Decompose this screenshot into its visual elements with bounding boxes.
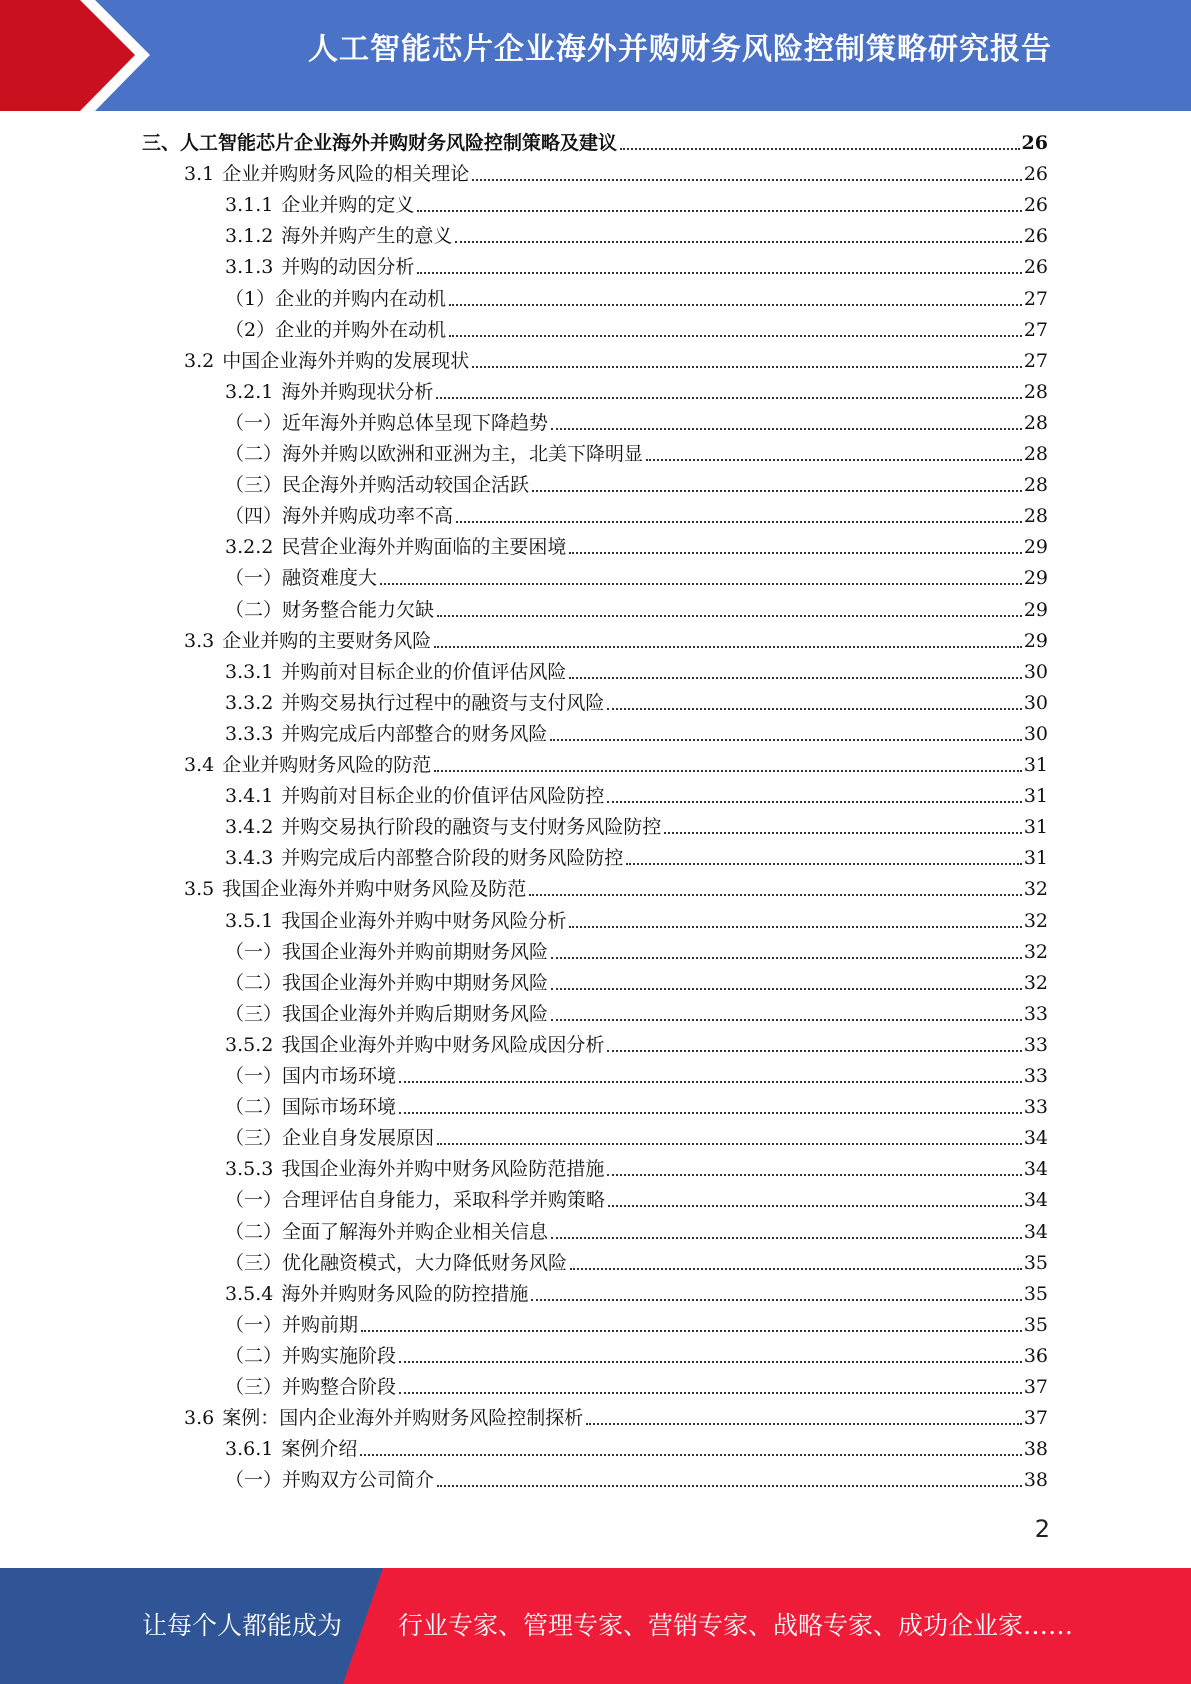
toc-dot-leader: [399, 1392, 1022, 1394]
toc-entry[interactable]: [184, 346, 1048, 377]
toc-entry[interactable]: [225, 563, 1048, 594]
toc-entry[interactable]: [225, 501, 1048, 532]
toc-entry[interactable]: [225, 812, 1048, 843]
toc-entry-label: （一）我国企业海外并购前期财务风险: [225, 941, 549, 963]
toc-entry-page: 26: [1023, 163, 1048, 185]
toc-entry-label: 我国企业海外并购中财务风险及防范: [222, 878, 527, 900]
toc-entry[interactable]: [225, 657, 1048, 688]
toc-entry-label: 并购交易执行阶段的融资与支付财务风险防控: [281, 816, 662, 838]
toc-entry[interactable]: [225, 1248, 1048, 1279]
toc-dot-leader: [472, 366, 1022, 368]
toc-dot-leader: [529, 894, 1022, 896]
toc-entry[interactable]: [225, 688, 1048, 719]
toc-entry-label: （三）并购整合阶段: [225, 1376, 397, 1398]
toc-dot-leader: [569, 926, 1021, 928]
toc-entry-label: 海外并购现状分析: [281, 381, 434, 403]
page-number: 2: [1034, 1515, 1050, 1543]
toc-dot-leader: [417, 210, 1021, 212]
toc-entry-page: 37: [1023, 1407, 1048, 1429]
toc-entry-label: 企业并购财务风险的防范: [222, 754, 432, 776]
toc-dot-leader: [550, 739, 1021, 741]
toc-entry[interactable]: [225, 190, 1048, 221]
toc-entry-label: （二）国际市场环境: [225, 1096, 397, 1118]
toc-entry-number: 3.1.3: [225, 256, 274, 278]
toc-entry-page: 37: [1023, 1376, 1048, 1398]
toc-dot-leader: [626, 863, 1021, 865]
toc-entry-page: 28: [1023, 505, 1048, 527]
toc-dot-leader: [455, 241, 1021, 243]
toc-entry-page: 26: [1023, 225, 1048, 247]
toc-entry-page: 35: [1023, 1283, 1048, 1305]
toc-dot-leader: [608, 1205, 1022, 1207]
toc-entry-number: 3.5.3: [225, 1158, 274, 1180]
toc-dot-leader: [360, 1454, 1021, 1456]
footer-slogan-right: 行业专家、管理专家、营销专家、战略专家、成功企业家……: [398, 1611, 1074, 1640]
toc-entry-label: （二）并购实施阶段: [225, 1345, 397, 1367]
toc-entry[interactable]: [225, 595, 1048, 626]
toc-entry[interactable]: [225, 999, 1048, 1030]
toc-entry-page: 31: [1023, 785, 1048, 807]
toc-entry-page: 34: [1023, 1221, 1048, 1243]
toc-entry-label: 中国企业海外并购的发展现状: [222, 350, 470, 372]
toc-entry[interactable]: [225, 1123, 1048, 1154]
toc-entry[interactable]: [225, 1465, 1048, 1496]
toc-entry-page: 35: [1023, 1314, 1048, 1336]
toc-entry-number: 3.4.3: [225, 847, 274, 869]
toc-entry[interactable]: [184, 159, 1048, 190]
toc-dot-leader: [449, 304, 1022, 306]
toc-entry[interactable]: [225, 1434, 1048, 1465]
toc-entry-number: 3.3.3: [225, 723, 274, 745]
toc-entry-page: 32: [1023, 972, 1048, 994]
toc-entry[interactable]: [225, 1341, 1048, 1372]
toc-dot-leader: [399, 1361, 1022, 1363]
footer-banner: [0, 1568, 1191, 1684]
toc-dot-leader: [551, 1019, 1022, 1021]
toc-dot-leader: [417, 272, 1021, 274]
toc-entry-page: 29: [1023, 567, 1048, 589]
toc-dot-leader: [646, 459, 1022, 461]
toc-entry-number: 3.5.4: [225, 1283, 274, 1305]
toc-dot-leader: [607, 1174, 1021, 1176]
toc-entry-label: 三、人工智能芯片企业海外并购财务风险控制策略及建议: [142, 132, 618, 154]
toc-entry-label: （一）融资难度大: [225, 567, 378, 589]
toc-entry[interactable]: [142, 128, 1048, 159]
toc-entry-number: 3.1: [184, 163, 215, 185]
toc-entry-label: （一）近年海外并购总体呈现下降趋势: [225, 412, 549, 434]
toc-dot-leader: [664, 832, 1021, 834]
toc-dot-leader: [436, 397, 1021, 399]
toc-entry-label: （一）并购前期: [225, 1314, 359, 1336]
toc-entry-number: 3.6: [184, 1407, 215, 1429]
toc-entry[interactable]: [225, 221, 1048, 252]
toc-entry-page: 29: [1023, 536, 1048, 558]
toc-entry[interactable]: [225, 284, 1048, 315]
toc-entry-label: 并购前对目标企业的价值评估风险防控: [281, 785, 605, 807]
toc-entry-label: （二）我国企业海外并购中期财务风险: [225, 972, 549, 994]
toc-dot-leader: [434, 646, 1022, 648]
toc-entry[interactable]: [225, 1092, 1048, 1123]
toc-entry-number: 3.3: [184, 630, 215, 652]
toc-entry-page: 29: [1023, 630, 1048, 652]
toc-entry-page: 36: [1023, 1345, 1048, 1367]
toc-entry-page: 32: [1023, 941, 1048, 963]
toc-entry-number: 3.2.2: [225, 536, 274, 558]
toc-dot-leader: [361, 1330, 1022, 1332]
toc-entry-label: （三）我国企业海外并购后期财务风险: [225, 1003, 549, 1025]
toc-entry-label: 并购的动因分析: [281, 256, 415, 278]
toc-entry-label: 海外并购财务风险的防控措施: [281, 1283, 529, 1305]
toc-entry-label: 案例：国内企业海外并购财务风险控制探析: [222, 1407, 584, 1429]
toc-entry-label: （三）企业自身发展原因: [225, 1127, 435, 1149]
toc-entry-number: 3.1.1: [225, 194, 274, 216]
toc-dot-leader: [551, 1237, 1022, 1239]
toc-entry-page: 26: [1023, 256, 1048, 278]
toc-entry-page: 35: [1023, 1252, 1048, 1274]
toc-entry-label: （四）海外并购成功率不高: [225, 505, 454, 527]
toc-entry-label: 并购完成后内部整合的财务风险: [281, 723, 548, 745]
toc-entry-label: （三）优化融资模式，大力降低财务风险: [225, 1252, 568, 1274]
toc-entry-label: （二）全面了解海外并购企业相关信息: [225, 1221, 549, 1243]
toc-entry[interactable]: [225, 1030, 1048, 1061]
toc-entry-page: 26: [1023, 194, 1048, 216]
toc-entry-page: 33: [1023, 1065, 1048, 1087]
toc-entry-page: 31: [1023, 847, 1048, 869]
toc-entry[interactable]: [225, 1185, 1048, 1216]
toc-entry-page: 27: [1023, 319, 1048, 341]
toc-entry-label: 企业并购的定义: [281, 194, 415, 216]
toc-entry-label: （二）海外并购以欧洲和亚洲为主，北美下降明显: [225, 443, 644, 465]
toc-entry[interactable]: [184, 626, 1048, 657]
toc-entry-label: （一）并购双方公司简介: [225, 1469, 435, 1491]
toc-entry-page: 34: [1023, 1127, 1048, 1149]
toc-entry-page: 31: [1023, 816, 1048, 838]
toc-entry[interactable]: [225, 315, 1048, 346]
report-title: 人工智能芯片企业海外并购财务风险控制策略研究报告: [308, 32, 1052, 67]
toc-entry-page: 28: [1023, 381, 1048, 403]
toc-entry-label: 并购完成后内部整合阶段的财务风险防控: [281, 847, 624, 869]
toc-dot-leader: [437, 615, 1022, 617]
toc-entry-page: 27: [1023, 350, 1048, 372]
toc-entry[interactable]: [225, 408, 1048, 439]
toc-entry-page: 33: [1023, 1096, 1048, 1118]
toc-entry-page: 26: [1021, 132, 1048, 154]
toc-dot-leader: [620, 148, 1020, 150]
toc-entry[interactable]: [225, 1217, 1048, 1248]
toc-dot-leader: [456, 521, 1022, 523]
toc-dot-leader: [551, 428, 1022, 430]
toc-dot-leader: [531, 1299, 1021, 1301]
toc-entry-label: 并购前对目标企业的价值评估风险: [281, 661, 567, 683]
toc-entry-label: （二）财务整合能力欠缺: [225, 599, 435, 621]
toc-entry[interactable]: [225, 377, 1048, 408]
toc-dot-leader: [437, 1143, 1022, 1145]
toc-entry[interactable]: [225, 719, 1048, 750]
toc-entry-page: 31: [1023, 754, 1048, 776]
toc-dot-leader: [472, 179, 1022, 181]
toc-entry-page: 27: [1023, 288, 1048, 310]
toc-entry-number: 3.5.1: [225, 910, 274, 932]
toc-entry-page: 30: [1023, 661, 1048, 683]
toc-entry-label: 我国企业海外并购中财务风险成因分析: [281, 1034, 605, 1056]
toc-entry-number: 3.2: [184, 350, 215, 372]
toc-entry-page: 30: [1023, 692, 1048, 714]
footer-slogan-left: 让每个人都能成为: [142, 1611, 343, 1640]
toc-entry[interactable]: [225, 968, 1048, 999]
toc-entry-page: 32: [1023, 910, 1048, 932]
toc-entry-number: 3.2.1: [225, 381, 274, 403]
toc-entry-label: 企业并购的主要财务风险: [222, 630, 432, 652]
toc-entry-page: 28: [1023, 474, 1048, 496]
toc-entry[interactable]: [184, 1403, 1048, 1434]
toc-entry-page: 28: [1023, 412, 1048, 434]
toc-entry-number: 3.4.1: [225, 785, 274, 807]
toc-entry[interactable]: [225, 252, 1048, 283]
toc-dot-leader: [399, 1112, 1022, 1114]
toc-dot-leader: [551, 988, 1022, 990]
toc-entry[interactable]: [225, 937, 1048, 968]
toc-entry-page: 28: [1023, 443, 1048, 465]
toc-entry-page: 38: [1023, 1469, 1048, 1491]
toc-entry[interactable]: [225, 906, 1048, 937]
toc-entry-page: 33: [1023, 1034, 1048, 1056]
toc-entry-number: 3.6.1: [225, 1438, 274, 1460]
toc-entry-label: （三）民企海外并购活动较国企活跃: [225, 474, 530, 496]
toc-entry-label: 案例介绍: [281, 1438, 358, 1460]
toc-dot-leader: [399, 1081, 1022, 1083]
toc-entry-number: 3.3.2: [225, 692, 274, 714]
toc-entry-number: 3.4.2: [225, 816, 274, 838]
toc-dot-leader: [569, 552, 1021, 554]
header-banner: [0, 0, 1191, 111]
toc-dot-leader: [437, 1485, 1022, 1487]
toc-dot-leader: [607, 1050, 1021, 1052]
toc-entry-label: 海外并购产生的意义: [281, 225, 453, 247]
toc-entry-label: （一）国内市场环境: [225, 1065, 397, 1087]
toc-entry[interactable]: [184, 750, 1048, 781]
toc-entry-page: 29: [1023, 599, 1048, 621]
toc-entry[interactable]: [225, 1154, 1048, 1185]
toc-entry-page: 34: [1023, 1189, 1048, 1211]
toc-entry-label: 我国企业海外并购中财务风险分析: [281, 910, 567, 932]
toc-entry-label: （2）企业的并购外在动机: [225, 319, 447, 341]
toc-entry-label: 我国企业海外并购中财务风险防范措施: [281, 1158, 605, 1180]
toc-entry-number: 3.1.2: [225, 225, 274, 247]
toc-dot-leader: [569, 677, 1021, 679]
toc-entry-label: （1）企业的并购内在动机: [225, 288, 447, 310]
toc-dot-leader: [532, 490, 1022, 492]
toc-entry-label: 并购交易执行过程中的融资与支付风险: [281, 692, 605, 714]
toc-entry-page: 34: [1023, 1158, 1048, 1180]
toc-dot-leader: [551, 957, 1022, 959]
toc-entry-page: 33: [1023, 1003, 1048, 1025]
toc-dot-leader: [570, 1268, 1022, 1270]
toc-dot-leader: [586, 1423, 1022, 1425]
toc-entry[interactable]: [225, 1279, 1048, 1310]
toc-entry-label: 民营企业海外并购面临的主要困境: [281, 536, 567, 558]
toc-entry[interactable]: [184, 874, 1048, 905]
toc-entry[interactable]: [225, 1061, 1048, 1092]
toc-entry-number: 3.3.1: [225, 661, 274, 683]
toc-entry-label: （一）合理评估自身能力，采取科学并购策略: [225, 1189, 606, 1211]
toc-dot-leader: [434, 770, 1022, 772]
toc-entry-number: 3.5: [184, 878, 215, 900]
toc-dot-leader: [380, 583, 1022, 585]
toc-entry-page: 30: [1023, 723, 1048, 745]
toc-entry-page: 32: [1023, 878, 1048, 900]
toc-entry[interactable]: [225, 843, 1048, 874]
toc-entry[interactable]: [225, 439, 1048, 470]
toc-entry[interactable]: [225, 781, 1048, 812]
toc-entry[interactable]: [225, 532, 1048, 563]
toc-entry[interactable]: [225, 1310, 1048, 1341]
toc-entry-label: 企业并购财务风险的相关理论: [222, 163, 470, 185]
toc-dot-leader: [449, 335, 1022, 337]
toc-dot-leader: [607, 801, 1021, 803]
toc-entry-number: 3.4: [184, 754, 215, 776]
toc-entry[interactable]: [225, 470, 1048, 501]
toc-entry-page: 38: [1023, 1438, 1048, 1460]
toc-entry[interactable]: [225, 1372, 1048, 1403]
toc-entry-number: 3.5.2: [225, 1034, 274, 1056]
toc-dot-leader: [607, 708, 1021, 710]
